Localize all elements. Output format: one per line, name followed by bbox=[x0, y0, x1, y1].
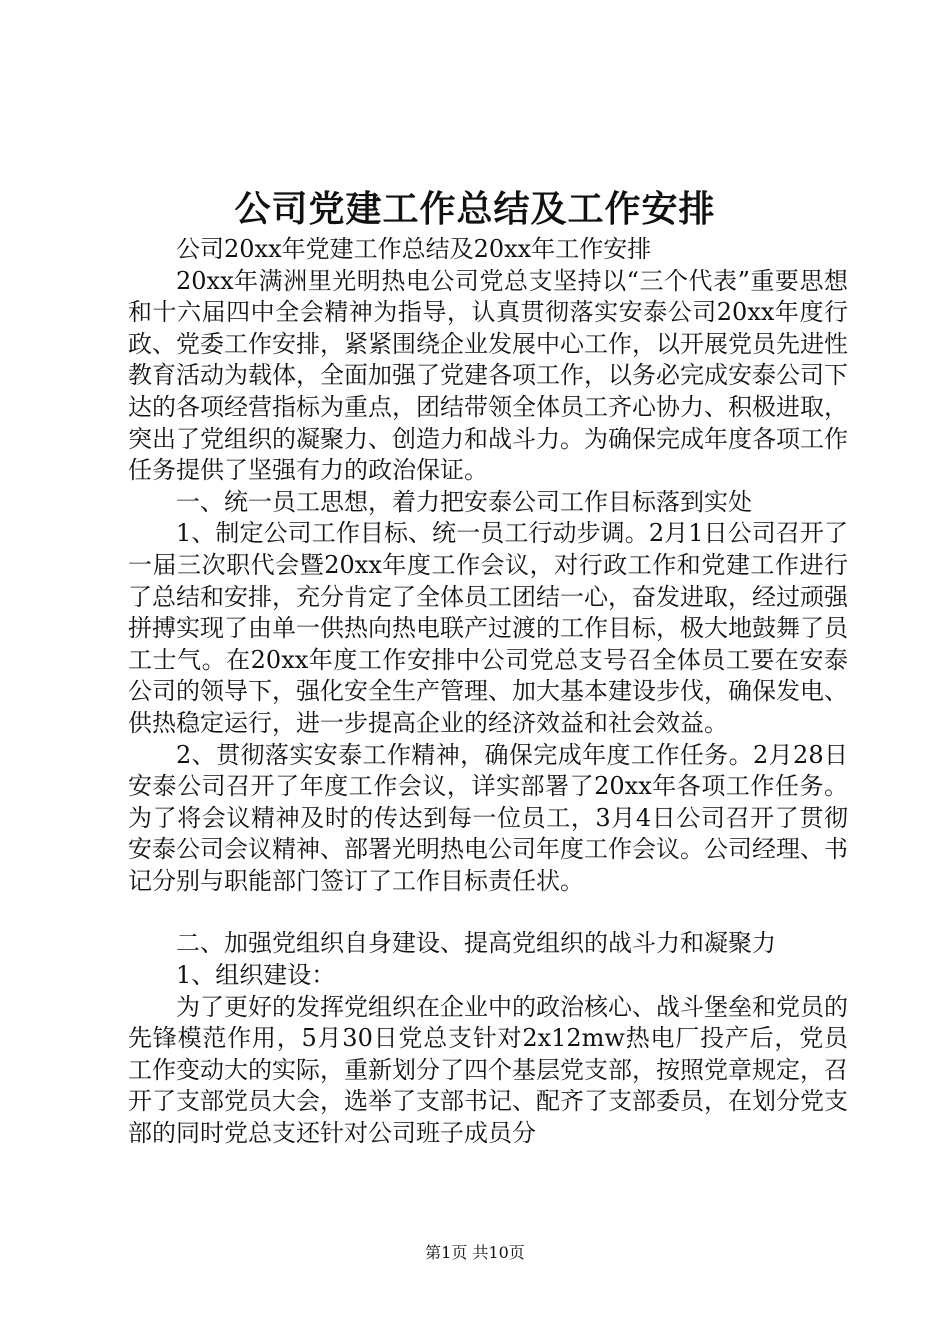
item-paragraph-1: 1、制定公司工作目标、统一员工行动步调。2月1日公司召开了一届三次职代会暨20xx年度工作会议，对行政工作和党建工作进行了总结和安排，充分肯定了全体员工团结一心，奋发进取，经过顽强拼搏实现了由单一供热向热电联产过渡的工作目标，极大地鼓舞了员工士气。在20xx年度工作安排中公司党总支号召全体员工要在安泰公司的领导下，强化安全生产管理、加大基本建设步伐，确保发电、供热稳定运行，进一步提高企业的经济效益和社会效益。 bbox=[128, 519, 848, 737]
intro-paragraph: 20xx年满洲里光明热电公司党总支坚持以“三个代表”重要思想和十六届四中全会精神为指导，认真贯彻落实安泰公司20xx年度行政、党委工作安排，紧紧围绕企业发展中心工作，以开展党员先进性教育活动为载体，全面加强了党建各项工作，以务必完成安泰公司下达的各项经营指标为重点，团结带领全体员工齐心协力、积极进取，突出了党组织的凝聚力、创造力和战斗力。为确保完成年度各项工作任务提供了坚强有力的政治保证。 bbox=[128, 266, 848, 485]
subtitle-paragraph: 公司20xx年党建工作总结及20xx年工作安排 bbox=[176, 235, 652, 263]
page-footer: 第1页 共10页 bbox=[425, 1243, 525, 1262]
section-heading-2: 二、加强党组织自身建设、提高党组织的战斗力和凝聚力 bbox=[176, 929, 776, 958]
subsection-heading: 1、组织建设： bbox=[176, 961, 336, 990]
section-heading-1: 一、统一员工思想，着力把安泰公司工作目标落到实处 bbox=[176, 487, 752, 516]
document-title: 公司党建工作总结及工作安排 bbox=[234, 188, 716, 230]
document-body bbox=[128, 234, 848, 1150]
item-paragraph-2: 2、贯彻落实安泰工作精神，确保完成年度工作任务。2月28日安泰公司召开了年度工作会议，详实部署了20xx年各项工作任务。为了将会议精神及时的传达到每一位员工，3月4日公司召开了贯彻安泰公司会议精神、部署光明热电公司年度工作会议。公司经理、书记分别与职能部门签订了工作目标责任状。 bbox=[128, 740, 848, 895]
body-paragraph: 为了更好的发挥党组织在企业中的政治核心、战斗堡垒和党员的先锋模范作用，5月30日党总支针对2x12mw热电厂投产后，党员工作变动大的实际，重新划分了四个基层党支部，按照党章规定，召开了支部党员大会，选举了支部书记、配齐了支部委员，在划分党支部的同时党总支还针对公司班子成员分 bbox=[128, 992, 848, 1148]
